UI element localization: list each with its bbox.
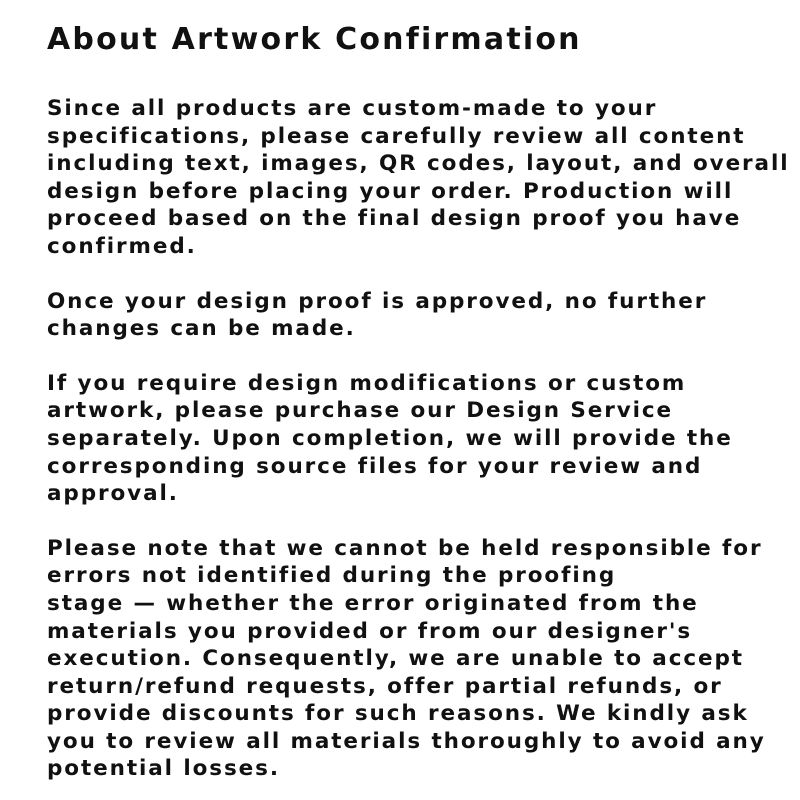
text-line: materials you provided or from our designer's [47,618,693,644]
text-line: confirmed. [47,233,197,259]
text-line: Once your design proof is approved, no further [47,288,708,314]
text-line: design before placing your order. Production will [47,178,734,204]
text-line: return/refund requests, offer partial refunds, or [47,673,723,699]
text-line: proceed based on the final design proof you have [47,206,742,232]
paragraph-custom-made [47,95,790,261]
page-title: About Artwork Confirmation [47,22,582,57]
text-line: specifications, please carefully review all content [47,123,746,149]
text-line: changes can be made. [47,316,356,342]
text-line: Since all products are custom-made to your [47,96,658,121]
paragraph-design-service [47,370,780,508]
text-line: errors not identified during the proofing [47,563,617,589]
text-line: including text, images, QR codes, layout, and overall [47,151,790,177]
paragraph-approval-final [47,288,780,343]
text-line: Please note that we cannot be held responsible for [47,535,763,561]
text-line: stage — whether the error originated from the [47,590,699,616]
text-line: artwork, please purchase our Design Service [47,398,674,424]
text-line: potential losses. [47,756,280,782]
text-line: you to review all materials thoroughly to avoid any [47,728,766,754]
text-line: corresponding source files for your review and [47,453,703,479]
text-line: approval. [47,481,179,507]
text-line: execution. Consequently, we are unable to accept [47,646,744,672]
text-line: separately. Upon completion, we will provide the [47,425,733,451]
text-line: If you require design modifications or custom [47,370,687,396]
paragraph-responsibility [47,535,780,783]
text-line: provide discounts for such reasons. We kindly ask [47,701,749,727]
